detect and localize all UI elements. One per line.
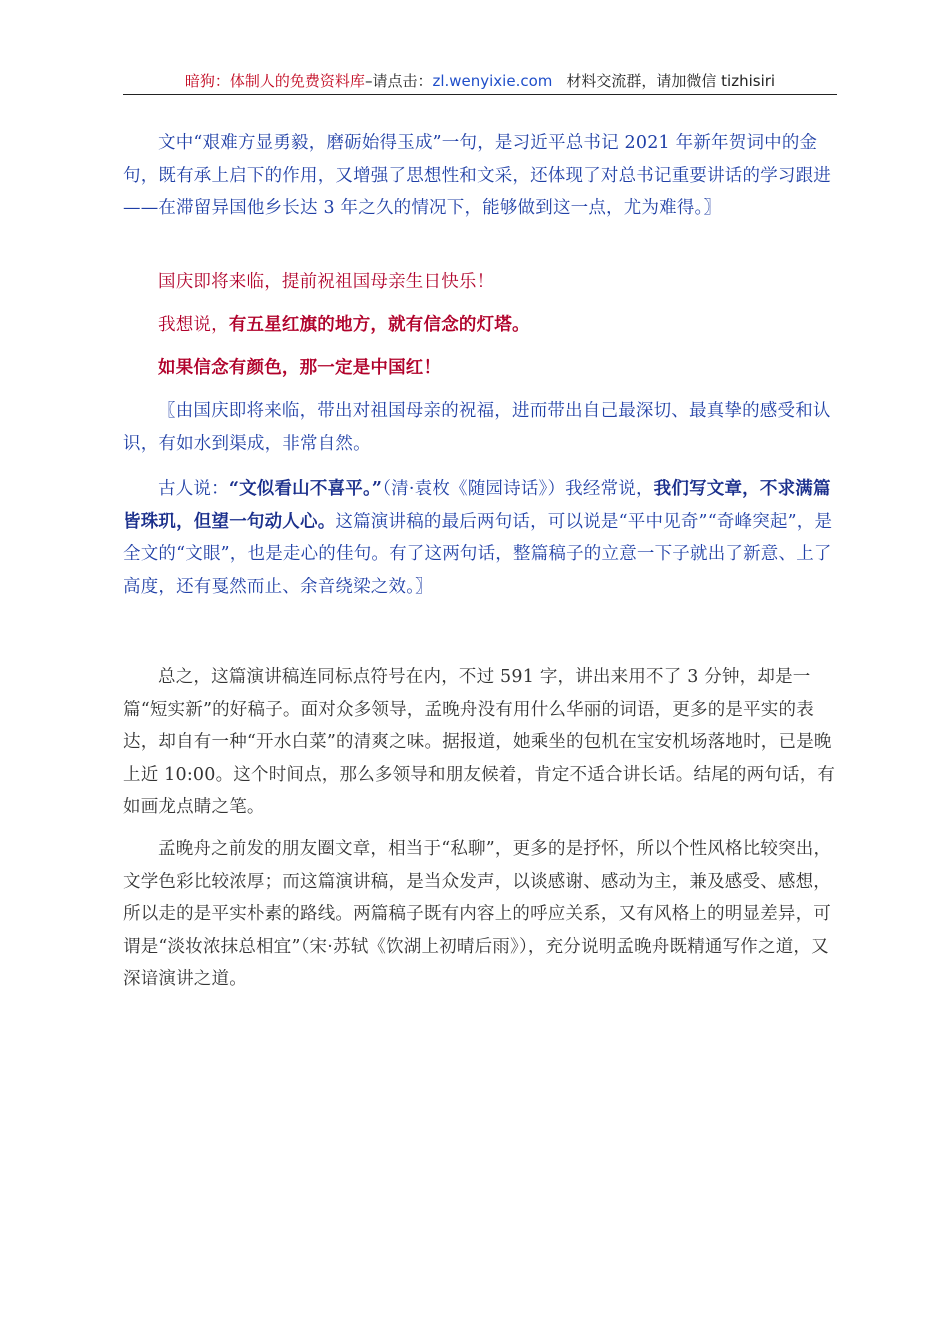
paragraph-flag bbox=[123, 309, 839, 342]
china-red-text: 如果信念有颜色，那一定是中国红！ bbox=[158, 358, 442, 378]
paragraph-commentary-2: 〖由国庆即将来临，带出对祖国母亲的祝福，进而带出自己最深切、最真挚的感受和认识，有如水到渠成，非常自然。 bbox=[123, 401, 831, 454]
paragraph-china-red bbox=[123, 352, 839, 385]
flag-bold-text: 有五星红旗的地方，就有信念的灯塔。 bbox=[228, 315, 530, 335]
commentary-3-part-a: 古人说： bbox=[158, 479, 229, 499]
flag-lead-text: 我想说， bbox=[158, 315, 229, 335]
commentary-3-quote: “文似看山不喜平。” bbox=[228, 479, 383, 499]
paragraph-summary-2: 孟晚舟之前发的朋友圈文章，相当于“私聊”，更多的是抒怀，所以个性风格比较突出，文学色彩比较浓厚；而这篇演讲稿，是当众发声，以谈感谢、感动为主，兼及感受、感想，所以走的是平实朴素的路线。两篇稿子既有内容上的呼应关系，又有风格上的明显差异，可谓是“淡妆浓抹总相宜”（宋·苏轼《饮湖上初晴后雨》），充分说明孟晚舟既精通写作之道，又深谙演讲之道。 bbox=[123, 839, 832, 989]
commentary-3-rest: 这篇演讲稿的最后两句话，可以说是“平中见奇”“奇峰突起”，是全文的“文眼”，也是走心的佳句。有了这两句话，整篇稿子的立意一下子就出了新意、上了高度，还有戛然而止、余音绕梁之效。〗 bbox=[123, 511, 833, 597]
commentary-3-bold: 我们写文章，不求满篇皆珠玑，但望一句动人心。 bbox=[123, 479, 831, 532]
header-url-link[interactable]: zl.wenyixie.com bbox=[432, 72, 553, 90]
header-click-prompt: –请点击： bbox=[364, 72, 433, 90]
paragraph-national-day: 国庆即将来临，提前祝祖国母亲生日快乐！ bbox=[158, 272, 495, 292]
paragraph-commentary-3 bbox=[123, 473, 839, 603]
header-site-name: 暗狗：体制人的免费资料库 bbox=[184, 72, 365, 90]
commentary-3-source: （清·袁枚《随园诗话》）我经常说， bbox=[382, 479, 654, 499]
paragraph-commentary-1: 文中“艰难方显勇毅，磨砺始得玉成”一句，是习近平总书记 2021 年新年贺词中的金句，既有承上启下的作用，又增强了思想性和文采，还体现了对总书记重要讲话的学习跟进——在滞留异国他乡长达 3 年之久的情况下，能够做到这一点，尤为难得。〗 bbox=[123, 133, 831, 218]
page-header bbox=[123, 70, 837, 95]
header-wechat-prompt: 材料交流群，请加微信 tizhisiri bbox=[566, 72, 776, 90]
paragraph-summary-1: 总之，这篇演讲稿连同标点符号在内，不过 591 字，讲出来用不了 3 分钟，却是一篇“短实新”的好稿子。面对众多领导，孟晚舟没有用什么华丽的词语，更多的是平实的表达，却自有一种“开水白菜”的清爽之味。据报道，她乘坐的包机在宝安机场落地时，已是晚上近 10:00。这个时间点，那么多领导和朋友候着，肯定不适合讲长话。结尾的两句话，有如画龙点睛之笔。 bbox=[123, 667, 836, 817]
